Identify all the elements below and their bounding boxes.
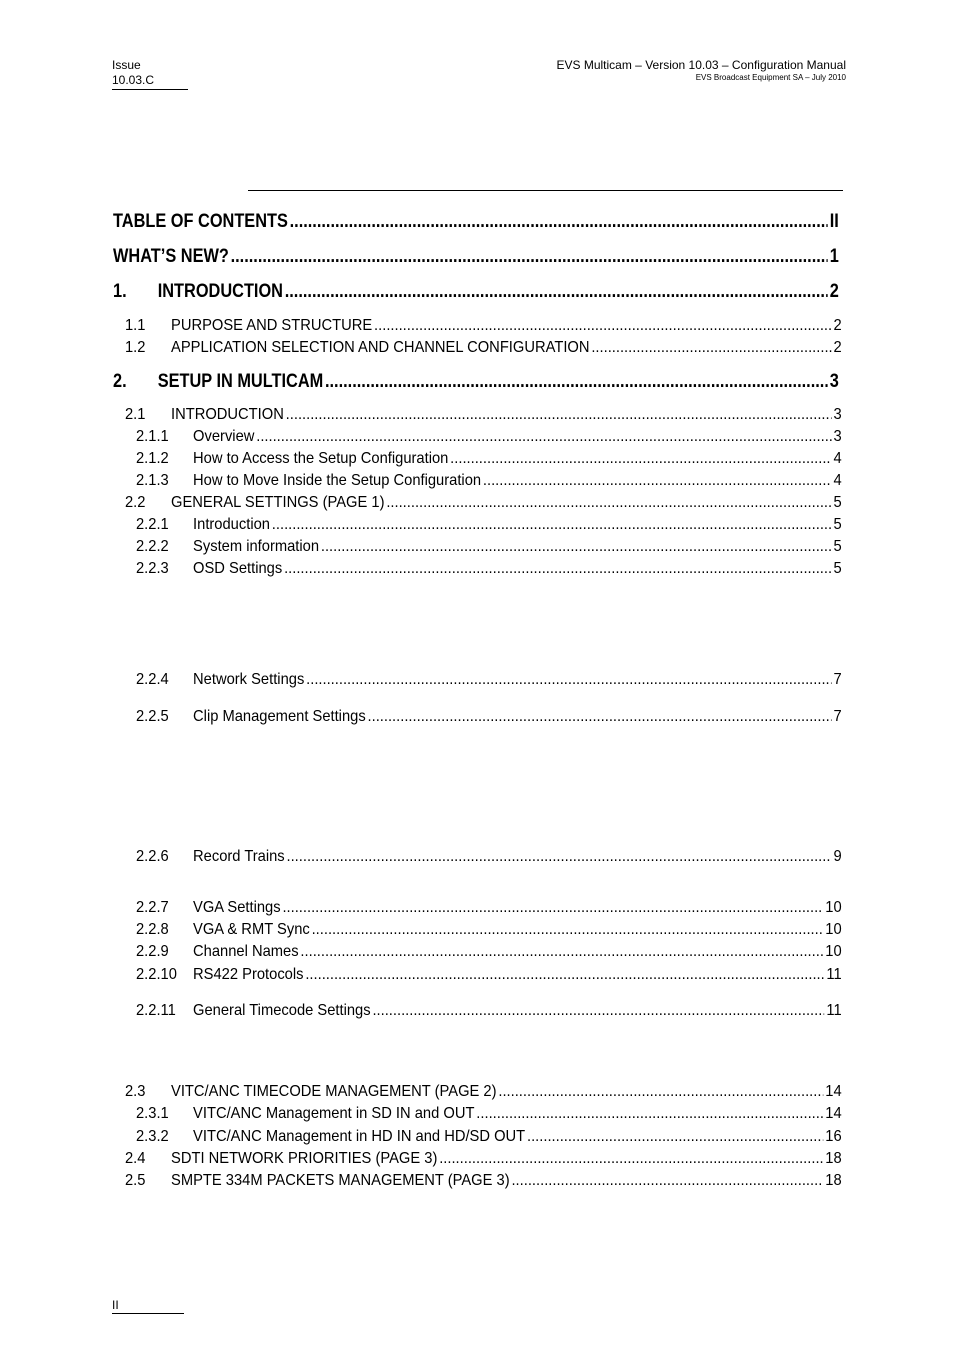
- toc-leader-dots: [368, 708, 832, 726]
- toc-leader-dots: [591, 339, 831, 357]
- toc-leader-dots: [256, 428, 831, 446]
- toc-leader-dots: [272, 516, 832, 534]
- document-subtitle: EVS Broadcast Equipment SA – July 2010: [695, 73, 846, 82]
- toc-entry-number: 2.3.2: [136, 1128, 169, 1145]
- issue-label: Issue: [112, 58, 141, 72]
- toc-leader-dots: [282, 899, 823, 917]
- toc-entry[interactable]: [125, 1172, 842, 1190]
- toc-leader-dots: [284, 560, 832, 578]
- toc-entry-number: 2.2.4: [136, 671, 169, 688]
- toc-entry[interactable]: [136, 1128, 842, 1146]
- toc-entry[interactable]: [125, 1083, 842, 1101]
- toc-entry[interactable]: [136, 1105, 842, 1123]
- toc-entry-number: 2.2.11: [136, 1002, 176, 1019]
- toc-entry-title: How to Access the Setup Configuration: [193, 450, 449, 467]
- toc-entry-page: 10: [825, 943, 842, 960]
- toc-entry-page: 5: [833, 494, 842, 511]
- toc-leader-dots: [498, 1083, 823, 1101]
- toc-leader-dots: [372, 1002, 824, 1020]
- toc-entry-number: 2.3: [125, 1083, 146, 1100]
- issue-version: 10.03.C: [112, 73, 188, 90]
- toc-entry-number: 2.2: [125, 494, 146, 511]
- toc-entry[interactable]: [125, 1150, 842, 1168]
- toc-entry-title: GENERAL SETTINGS (PAGE 1): [171, 494, 385, 511]
- toc-entry-page: II: [829, 211, 839, 232]
- toc-entry-page: 3: [829, 371, 839, 392]
- toc-entry-title: APPLICATION SELECTION AND CHANNEL CONFIGURATION: [171, 339, 590, 356]
- toc-leader-dots: [305, 966, 824, 984]
- toc-entry-title: OSD Settings: [193, 560, 283, 577]
- toc-entry-title: Overview: [193, 428, 255, 445]
- toc-entry-number: 2.1.1: [136, 428, 169, 445]
- page-number: II: [112, 1298, 184, 1314]
- toc-entry-page: 7: [833, 671, 842, 688]
- toc-leader-dots: [300, 943, 823, 961]
- toc-entry-title: TABLE OF CONTENTS: [113, 211, 288, 232]
- toc-entry-title: SDTI NETWORK PRIORITIES (PAGE 3): [171, 1150, 438, 1167]
- toc-entry-page: 16: [825, 1128, 842, 1145]
- toc-leader-dots: [231, 246, 828, 268]
- toc-entry-title: VGA & RMT Sync: [193, 921, 310, 938]
- toc-entry-title: Record Trains: [193, 848, 285, 865]
- toc-entry-number: 2.2.7: [136, 899, 169, 916]
- toc-entry-title: System information: [193, 538, 320, 555]
- toc-entry-page: 14: [825, 1105, 842, 1122]
- toc-entry[interactable]: [136, 472, 842, 490]
- toc-leader-dots: [511, 1172, 823, 1190]
- toc-entry[interactable]: [136, 848, 842, 866]
- toc-entry-title: VITC/ANC TIMECODE MANAGEMENT (PAGE 2): [171, 1083, 497, 1100]
- toc-entry-number: 2.2.1: [136, 516, 169, 533]
- toc-entry[interactable]: [136, 943, 842, 961]
- toc-entry-title: INTRODUCTION: [157, 281, 283, 302]
- toc-entry[interactable]: [125, 494, 842, 512]
- toc-entry-number: 2.2.2: [136, 538, 169, 555]
- toc-entry-page: 9: [833, 848, 842, 865]
- toc-entry-number: 1.1: [125, 317, 146, 334]
- toc-leader-dots: [286, 406, 832, 424]
- toc-leader-dots: [476, 1105, 823, 1123]
- toc-entry-page: 5: [833, 516, 842, 533]
- header-divider: [248, 190, 843, 191]
- toc-leader-dots: [290, 211, 828, 233]
- toc-entry-number: 2.2.5: [136, 708, 169, 725]
- toc-entry[interactable]: [136, 1002, 842, 1020]
- toc-entry-page: 2: [833, 317, 842, 334]
- toc-entry-number: 2.1.2: [136, 450, 169, 467]
- toc-entry-page: 18: [825, 1150, 842, 1167]
- toc-leader-dots: [312, 921, 824, 939]
- toc-entry-page: 10: [825, 921, 842, 938]
- toc-entry-title: RS422 Protocols: [193, 966, 304, 983]
- toc-entry[interactable]: [136, 450, 842, 468]
- toc-entry-page: 18: [825, 1172, 842, 1189]
- toc-leader-dots: [306, 671, 831, 689]
- toc-entry-number: 2.2.8: [136, 921, 169, 938]
- toc-entry-title: PURPOSE AND STRUCTURE: [171, 317, 373, 334]
- toc-leader-dots: [374, 317, 832, 335]
- toc-entry-page: 3: [833, 406, 842, 423]
- toc-entry-page: 14: [825, 1083, 842, 1100]
- toc-entry-title: SMPTE 334M PACKETS MANAGEMENT (PAGE 3): [171, 1172, 510, 1189]
- toc-entry-title: INTRODUCTION: [171, 406, 284, 423]
- toc-entry[interactable]: [136, 671, 842, 689]
- toc-entry-page: 10: [825, 899, 842, 916]
- toc-entry[interactable]: [136, 899, 842, 917]
- toc-entry-number: 2.2.3: [136, 560, 169, 577]
- toc-entry[interactable]: [136, 708, 842, 726]
- toc-leader-dots: [287, 848, 832, 866]
- toc-entry-title: Channel Names: [193, 943, 299, 960]
- toc-leader-dots: [483, 472, 832, 490]
- toc-entry-title: SETUP IN MULTICAM: [157, 371, 324, 392]
- toc-entry[interactable]: [125, 339, 842, 357]
- toc-entry[interactable]: [136, 538, 842, 556]
- toc-leader-dots: [527, 1128, 823, 1146]
- toc-entry-number: 2.: [113, 371, 127, 392]
- toc-leader-dots: [285, 281, 828, 303]
- toc-entry-title: Clip Management Settings: [193, 708, 366, 725]
- toc-entry-page: 4: [833, 450, 842, 467]
- toc-entry-number: 2.3.1: [136, 1105, 169, 1122]
- toc-entry-number: 2.2.9: [136, 943, 169, 960]
- toc-leader-dots: [325, 371, 828, 393]
- toc-entry[interactable]: [136, 966, 842, 984]
- toc-leader-dots: [321, 538, 832, 556]
- toc-entry-number: 2.2.10: [136, 966, 177, 983]
- document-title: EVS Multicam – Version 10.03 – Configuration Manual: [556, 58, 846, 72]
- header-right: [557, 58, 847, 83]
- toc-entry-page: 11: [826, 966, 842, 983]
- toc-entry-number: 1.2: [125, 339, 146, 356]
- toc-entry[interactable]: [125, 317, 842, 335]
- toc-entry-page: 5: [833, 538, 842, 555]
- toc-entry-page: 3: [833, 428, 842, 445]
- toc-entry[interactable]: [113, 281, 839, 303]
- toc-leader-dots: [450, 450, 831, 468]
- toc-entry-title: How to Move Inside the Setup Configuration: [193, 472, 482, 489]
- toc-entry[interactable]: [136, 560, 842, 578]
- toc-entry[interactable]: [136, 921, 842, 939]
- toc-entry-title: VITC/ANC Management in SD IN and OUT: [193, 1105, 475, 1122]
- toc-entry-page: 4: [833, 472, 842, 489]
- toc-entry-number: 2.1: [125, 406, 146, 423]
- toc-entry-page: 11: [826, 1002, 842, 1019]
- header-left: [112, 58, 188, 90]
- toc-entry[interactable]: [113, 211, 839, 233]
- toc-entry-number: 2.2.6: [136, 848, 169, 865]
- toc-entry-title: Network Settings: [193, 671, 305, 688]
- toc-entry[interactable]: [113, 371, 839, 393]
- toc-entry-number: 2.5: [125, 1172, 146, 1189]
- toc-entry-title: VITC/ANC Management in HD IN and HD/SD OUT: [193, 1128, 526, 1145]
- toc-entry-page: 2: [829, 281, 839, 302]
- toc-entry-number: 2.4: [125, 1150, 146, 1167]
- toc-entry-page: 7: [833, 708, 842, 725]
- toc-leader-dots: [439, 1150, 823, 1168]
- toc-entry-title: General Timecode Settings: [193, 1002, 371, 1019]
- toc-entry[interactable]: [136, 428, 842, 446]
- toc-entry-number: 1.: [113, 281, 127, 302]
- toc-entry-title: WHAT’S NEW?: [113, 246, 229, 267]
- toc-entry-page: 5: [833, 560, 842, 577]
- toc-entry-number: 2.1.3: [136, 472, 169, 489]
- toc-entry-title: VGA Settings: [193, 899, 281, 916]
- toc-entry-page: 1: [829, 246, 839, 267]
- toc-entry[interactable]: [125, 406, 842, 424]
- toc-entry[interactable]: [136, 516, 842, 534]
- toc-entry-title: Introduction: [193, 516, 270, 533]
- toc-entry-page: 2: [833, 339, 842, 356]
- toc-leader-dots: [386, 494, 831, 512]
- toc-entry[interactable]: [113, 246, 839, 268]
